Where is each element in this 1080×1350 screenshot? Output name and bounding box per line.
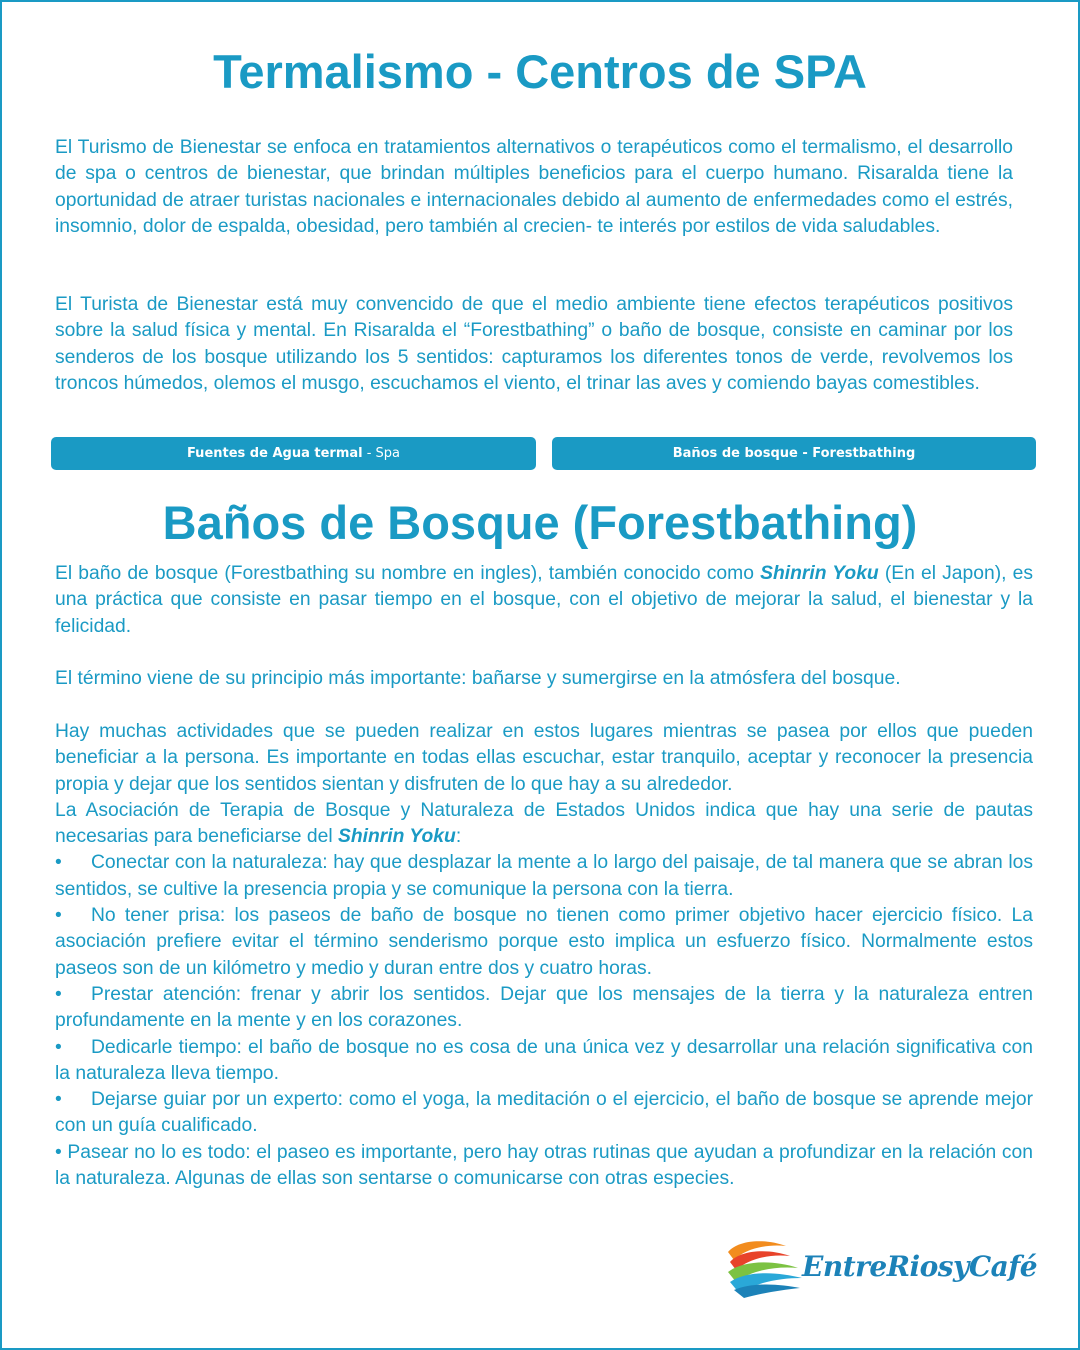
list-item-text: Conectar con la naturaleza: hay que desplazar la mente a lo largo del paisaje, de tal manera que se abran los sentidos, se cultive la presencia propia y se comunique la persona con la tierra. xyxy=(55,852,1033,900)
activities-paragraph: Hay muchas actividades que se pueden realizar en estos lugares mientras se pasea por ellos que pueden beneficiar a la persona. Es importante en todas ellas escuchar, estar tranquilo, aceptar y reconocer la presencia propia y dejar que los sentidos sientan y disfruten de lo que hay a su alrededor. xyxy=(55,721,1033,795)
bullet-dot: • xyxy=(55,1036,62,1058)
wellness-tourist-paragraph: El Turista de Bienestar está muy convencido de que el medio ambiente tiene efectos terapéuticos positivos sobre la salud física y mental. En Risaralda el “Forestbathing” o baño de bosque, consiste en caminar por los senderos de los bosque utilizando los 5 sentidos: capturamos los diferentes tonos de verde, revolvemos los troncos húmedos, olemos el musgo, escuchamos el viento, el trinar las aves y comiendo bayas comestibles. xyxy=(55,294,1013,394)
list-item xyxy=(55,1087,1033,1140)
list-item xyxy=(55,982,1033,1035)
brand-logo xyxy=(724,1238,1038,1300)
list-item-text: Dedicarle tiempo: el baño de bosque no es cosa de una única vez y desarrollar una relación significativa con la naturaleza lleva tiempo. xyxy=(55,1036,1033,1084)
intro-paragraph: El Turismo de Bienestar se enfoca en tratamientos alternativos o terapéuticos como el termalismo, el desarrollo de spa o centros de bienestar, que brindan múltiples beneficios para el cuerpo humano. Risaralda tiene la oportunidad de atraer turistas nacionales e internacionales debido al aumento de enfermedades como el estrés, insomnio, dolor de espalda, obesidad, pero también al crecien- te interés por estilos de vida saludables. xyxy=(55,137,1013,237)
section-title-forestbathing: Baños de Bosque (Forestbathing) xyxy=(162,496,918,549)
shinrin-yoku-term: Shinrin Yoku xyxy=(760,563,879,584)
bullet-dot: • xyxy=(55,983,62,1005)
tab-thermal-springs-rest: - Spa xyxy=(362,446,401,461)
bullet-dot: • xyxy=(55,905,62,927)
logo-text: EntreRiosyCafé xyxy=(802,1250,1038,1283)
list-item-text: Prestar atención: frenar y abrir los sentidos. Dejar que los mensajes de la tierra y la naturaleza entren profundamente en la mente y en los corazones. xyxy=(55,983,1033,1032)
list-item xyxy=(55,850,1033,903)
definition-text-a: El baño de bosque (Forestbathing su nombre en ingles), también conocido como xyxy=(55,563,761,584)
logo-swoosh-icon xyxy=(724,1238,804,1300)
list-item xyxy=(55,903,1033,982)
page-title: Termalismo - Centros de SPA xyxy=(213,45,867,98)
bullet-dot: • xyxy=(55,1089,62,1111)
shinrin-yoku-term-2: Shinrin Yoku xyxy=(337,826,456,848)
term-origin-paragraph: El término viene de su principio más importante: bañarse y sumergirse en la atmósfera del bosque. xyxy=(55,668,901,689)
list-item-text: No tener prisa: los paseos de baño de bosque no tienen como primer objetivo hacer ejercicio físico. La asociación prefiere evitar el término senderismo porque esto implica un esfuerzo físico. Normalmente estos paseos son de un kilómetro y medio y duran entre dos y cuatro horas. xyxy=(55,905,1033,979)
association-paragraph xyxy=(55,798,1033,851)
definition-text-b: (En el Japon), es una práctica que consiste en pasar tiempo en el bosque, con el objetivo de mejorar la salud, el bienestar y la felicidad. xyxy=(55,563,1033,637)
tab-thermal-springs-bold: Fuentes de Agua termal xyxy=(186,446,363,461)
forestbathing-definition xyxy=(55,561,1033,640)
list-item xyxy=(55,1035,1033,1088)
tab-forestbathing[interactable] xyxy=(552,437,1036,470)
list-item-text: Dejarse guiar por un experto: como el yoga, la meditación o el ejercicio, el baño de bosque se aprende mejor con un guía cualificado. xyxy=(55,1089,1033,1137)
activities-block xyxy=(55,719,1033,1192)
tab-thermal-springs[interactable] xyxy=(51,437,536,470)
list-item-last: • Pasear no lo es todo: el paseo es importante, pero hay otras rutinas que ayudan a profundizar en la relación con la naturaleza. Algunas de ellas son sentarse o comunicarse con otras especies. xyxy=(55,1141,1033,1190)
association-text-a: La Asociación de Terapia de Bosque y Naturaleza de Estados Unidos indica que hay una serie de pautas necesarias para beneficiarse del xyxy=(55,799,1033,848)
tab-forestbathing-label: Baños de bosque - Forestbathing xyxy=(672,446,916,461)
association-text-b: : xyxy=(455,826,462,848)
bullet-dot: • xyxy=(55,852,62,874)
